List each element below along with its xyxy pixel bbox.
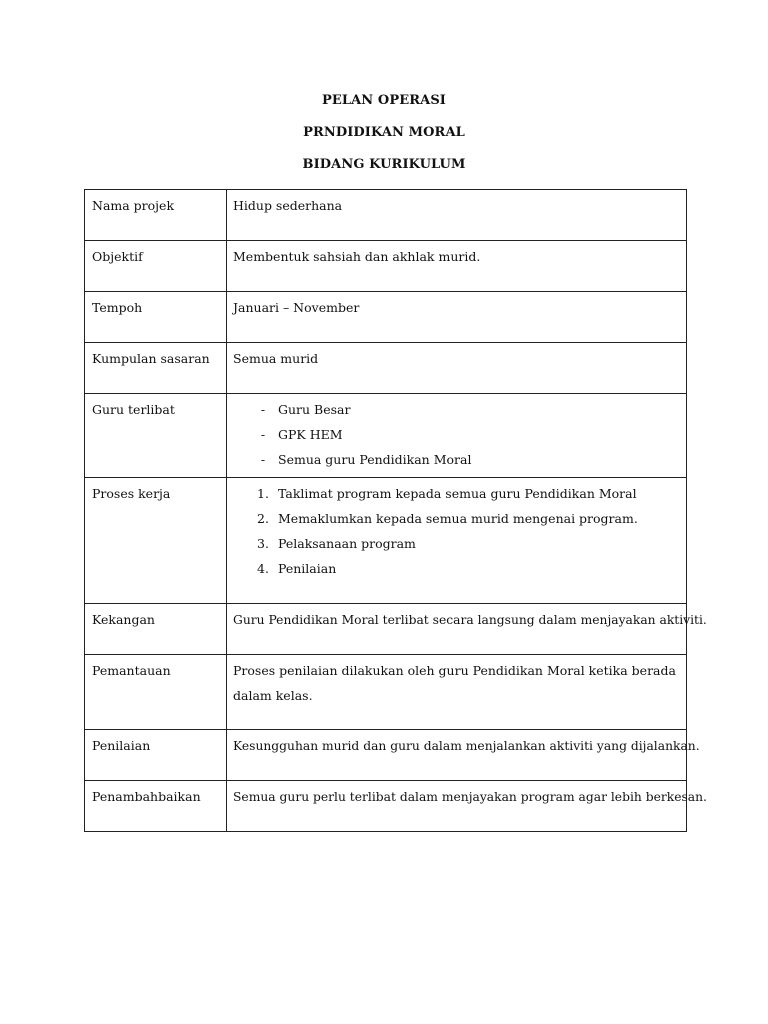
table-row [85, 781, 687, 832]
table-row [85, 241, 687, 292]
list-item-text: GPK HEM [278, 427, 343, 442]
table-row [85, 478, 687, 604]
table-row [85, 190, 687, 241]
table-row [85, 292, 687, 343]
list-item [233, 427, 680, 452]
row-label: Pemantauan [85, 655, 227, 730]
document-title: PELAN OPERASI [322, 93, 446, 108]
row-label: Tempoh [85, 292, 227, 343]
list-number: 3. [257, 536, 269, 551]
row-label: Penambahbaikan [85, 781, 227, 832]
row-value-list [227, 478, 687, 604]
row-label: Nama projek [85, 190, 227, 241]
list-item-text: Guru Besar [278, 402, 351, 417]
row-value-list [227, 394, 687, 478]
list-item [233, 536, 680, 561]
row-value: Membentuk sahsiah dan akhlak murid. [227, 241, 687, 292]
list-number: 4. [257, 561, 269, 576]
table-row [85, 730, 687, 781]
table-row [85, 343, 687, 394]
list-item [233, 511, 680, 536]
list-number: 2. [257, 511, 269, 526]
list-item-text: Pelaksanaan program [278, 536, 416, 551]
table-row [85, 655, 687, 730]
row-value: Semua murid [227, 343, 687, 394]
list-item [233, 402, 680, 427]
row-label: Penilaian [85, 730, 227, 781]
row-label: Kekangan [85, 604, 227, 655]
row-label: Objektif [85, 241, 227, 292]
document-subtitle: PRNDIDIKAN MORAL [303, 125, 465, 140]
table-row [85, 604, 687, 655]
row-value: Proses penilaian dilakukan oleh guru Pendidikan Moral ketika berada dalam kelas. [227, 655, 687, 730]
row-label: Guru terlibat [85, 394, 227, 478]
operation-plan-table [84, 189, 707, 832]
list-item-text: Penilaian [278, 561, 337, 576]
bullet-dash: - [260, 427, 266, 442]
bullet-dash: - [260, 452, 266, 467]
row-value: Guru Pendidikan Moral terlibat secara langsung dalam menjayakan aktiviti. [227, 604, 687, 655]
list-item-text: Memaklumkan kepada semua murid mengenai program. [278, 511, 638, 526]
list-item [233, 452, 680, 477]
row-value: Hidup sederhana [227, 190, 687, 241]
row-value: Semua guru perlu terlibat dalam menjayakan program agar lebih berkesan. [227, 781, 687, 832]
row-label: Kumpulan sasaran [85, 343, 227, 394]
list-item [233, 561, 680, 586]
bullet-dash: - [260, 402, 266, 417]
list-item-text: Taklimat program kepada semua guru Pendidikan Moral [278, 486, 637, 501]
list-item [233, 486, 680, 511]
document-section-title: BIDANG KURIKULUM [302, 157, 466, 172]
table-row [85, 394, 687, 478]
list-number: 1. [257, 486, 269, 501]
row-label: Proses kerja [85, 478, 227, 604]
row-value: Januari – November [227, 292, 687, 343]
list-item-text: Semua guru Pendidikan Moral [278, 452, 472, 467]
row-value: Kesungguhan murid dan guru dalam menjalankan aktiviti yang dijalankan. [227, 730, 687, 781]
